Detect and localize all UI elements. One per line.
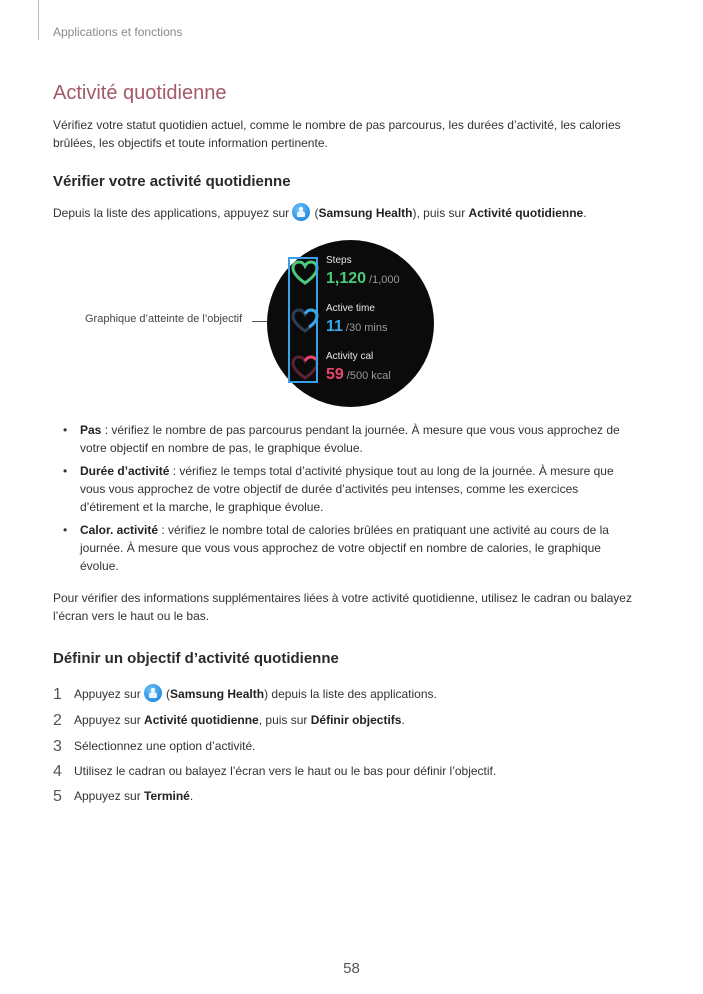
running-head: Applications et fonctions [53, 25, 183, 39]
samsung-health-icon [144, 684, 162, 702]
list-item: • Pas : vérifiez le nombre de pas parcourus pendant la journée. À mesure que vous vous approchez de votre objectif en nombre de pas, le graphique évolue. [63, 421, 638, 457]
check-instruction: Depuis la liste des applications, appuyez sur (Samsung Health), puis sur Activité quotidienne. [53, 203, 587, 221]
samsung-health-icon [292, 203, 310, 221]
step-2: 2 Appuyez sur Activité quotidienne, puis sur Définir objectifs. [53, 712, 405, 729]
list-item: • Durée d’activité : vérifiez le temps total d’activité physique tout au long de la journée. À mesure que vous vous approchez de votre objectif de durée d’activités peu intenses, comme les exercices d’étirement et la marche, le graphique évolue. [63, 462, 638, 516]
list-item: • Calor. activité : vérifiez le nombre total de calories brûlées en pratiquant une activité au cours de la journée. À mesure que vous vous approchez de votre objectif en nombre de calories, le graphique évolue. [63, 521, 638, 575]
steps-target: /1,000 [369, 274, 400, 286]
activity-bullet-list [63, 421, 638, 580]
active-time-label: Active time [326, 303, 375, 314]
active-time-value: 11 /30 mins [326, 318, 388, 335]
activity-cal-target: /500 kcal [346, 370, 391, 382]
steps-label: Steps [326, 255, 352, 266]
check-activity-heading: Vérifier votre activité quotidienne [53, 173, 291, 190]
activity-cal-value: 59 /500 kcal [326, 366, 391, 383]
intro-paragraph: Vérifiez votre statut quotidien actuel, comme le nombre de pas parcourus, les durées d’activité, les calories brûlées, les objectifs et toute information pertinente. [53, 118, 621, 150]
steps-value: 1,120 /1,000 [326, 270, 400, 287]
page-number: 58 [343, 960, 360, 977]
section-title: Activité quotidienne [53, 82, 227, 104]
more-info-paragraph: Pour vérifier des informations supplémentaires liées à votre activité quotidienne, utilisez le cadran ou balayez l’écran vers le haut ou le bas. [53, 591, 632, 623]
app-name: Samsung Health [318, 206, 413, 220]
instruction-text: Depuis la liste des applications, appuyez sur [53, 206, 290, 220]
step-3: 3 Sélectionnez une option d’activité. [53, 738, 256, 755]
step-4: 4 Utilisez le cadran ou balayez l’écran vers le haut ou le bas pour définir l’objectif. [53, 763, 497, 780]
set-goal-heading: Définir un objectif d’activité quotidienne [53, 650, 339, 667]
active-time-target: /30 mins [345, 322, 388, 334]
margin-rule [38, 0, 39, 40]
step-1: 1 Appuyez sur (Samsung Health) depuis la liste des applications. [53, 686, 437, 703]
step-5: 5 Appuyez sur Terminé. [53, 788, 194, 805]
callout-label: Graphique d’atteinte de l’objectif [85, 313, 243, 325]
activity-cal-label: Activity cal [326, 351, 374, 362]
goal-graph-highlight [288, 257, 318, 383]
target-menu: Activité quotidienne [468, 206, 584, 220]
